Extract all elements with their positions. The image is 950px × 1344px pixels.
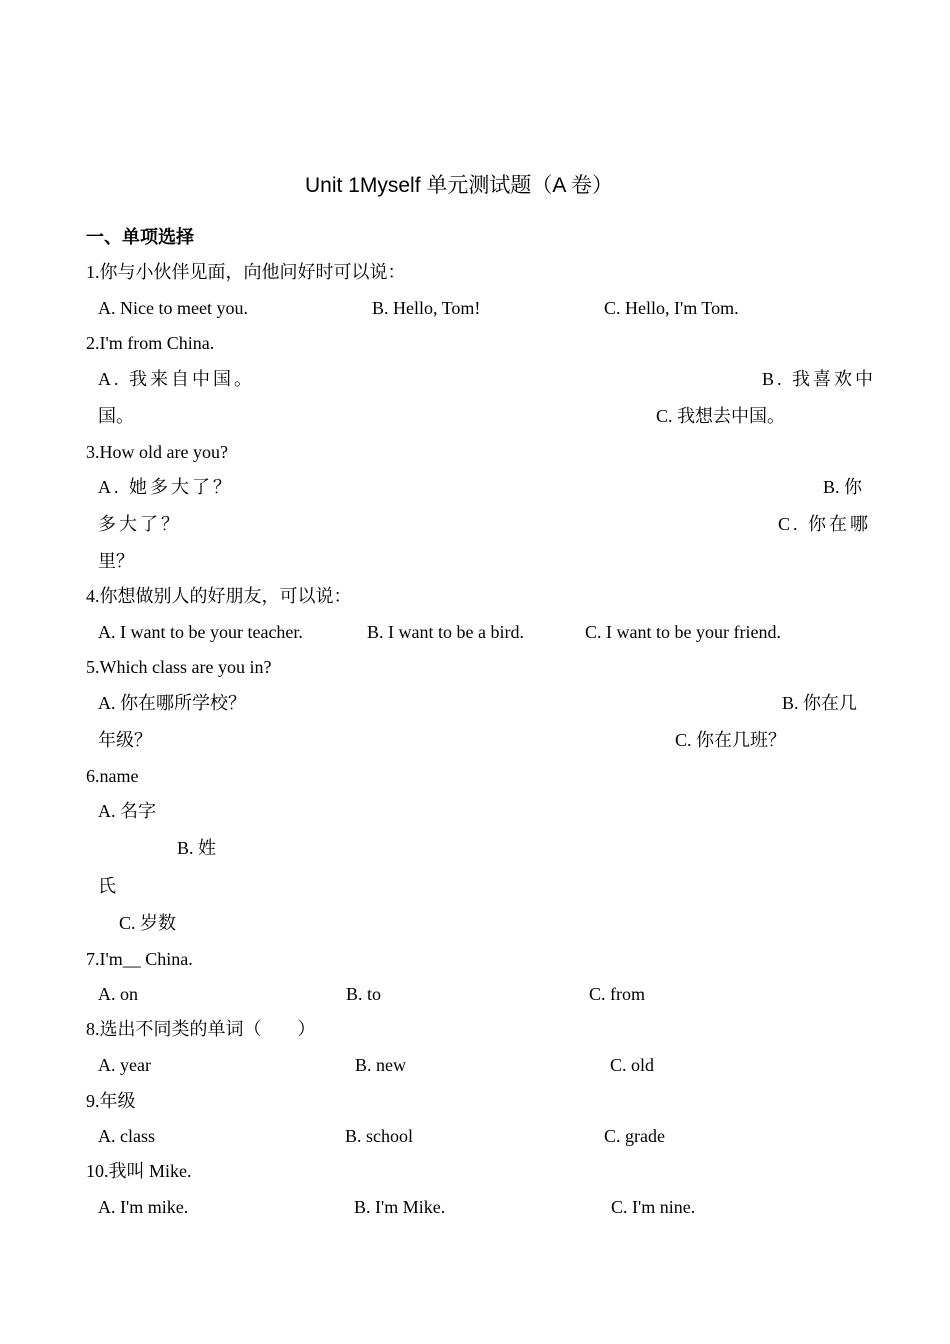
q6-option-b-cont: 氏: [98, 876, 116, 896]
q10-option-b: B. I'm Mike.: [354, 1197, 446, 1217]
q7-option-b: B. to: [346, 984, 382, 1004]
question-6: 6.name: [86, 766, 139, 786]
question-9: 9.年级: [86, 1091, 136, 1111]
q5-option-a: A. 你在哪所学校？: [98, 693, 246, 713]
q4-option-a: A. I want to be your teacher.: [98, 622, 303, 642]
q4-option-c: C. I want to be your friend.: [585, 622, 781, 642]
q4-option-b: B. I want to be a bird.: [367, 622, 524, 642]
q3-option-a: A. 她多大了？: [98, 477, 234, 497]
question-1: 1.你与小伙伴见面，向他问好时可以说：: [86, 262, 406, 282]
question-8: 8.选出不同类的单词（ ）: [86, 1019, 316, 1039]
q9-option-a: A. class: [98, 1126, 155, 1146]
q6-option-c: C. 岁数: [119, 913, 177, 933]
q10-option-c: C. I'm nine.: [611, 1197, 696, 1217]
q8-option-b: B. new: [355, 1055, 406, 1075]
question-10: 10.我叫 Mike.: [86, 1161, 192, 1181]
q6-option-b: B. 姓: [177, 838, 217, 858]
q2-option-a: A. 我来自中国。: [98, 369, 255, 389]
q9-option-c: C. grade: [604, 1126, 665, 1146]
q1-option-a: A. Nice to meet you.: [98, 298, 248, 318]
q1-option-b: B. Hello, Tom!: [372, 298, 481, 318]
q3-option-c-cont: 里？: [98, 551, 134, 571]
q7-option-a: A. on: [98, 984, 138, 1004]
page-title: Unit 1Myself 单元测试题（A 卷）: [305, 174, 614, 197]
q2-option-c: C. 我想去中国。: [656, 406, 786, 426]
q6-option-a: A. 名字: [98, 801, 156, 821]
q1-option-c: C. Hello, I'm Tom.: [604, 298, 739, 318]
question-3: 3.How old are you?: [86, 442, 228, 462]
q3-option-c: C. 你在哪: [778, 514, 872, 534]
q8-option-c: C. old: [610, 1055, 655, 1075]
q3-option-b-cont: 多大了？: [98, 514, 182, 534]
q2-option-b-cont: 国。: [98, 406, 134, 426]
q3-option-b: B. 你: [823, 477, 863, 497]
q5-option-b-cont: 年级？: [98, 730, 152, 750]
q7-option-c: C. from: [589, 984, 645, 1004]
q10-option-a: A. I'm mike.: [98, 1197, 189, 1217]
section-heading: 一、单项选择: [86, 227, 194, 247]
question-5: 5.Which class are you in?: [86, 657, 272, 677]
question-7: 7.I'm__ China.: [86, 949, 193, 969]
q9-option-b: B. school: [345, 1126, 414, 1146]
q8-option-a: A. year: [98, 1055, 151, 1075]
q2-option-b: B. 我喜欢中: [762, 369, 877, 389]
question-4: 4.你想做别人的好朋友，可以说：: [86, 586, 352, 606]
q5-option-c: C. 你在几班？: [675, 730, 787, 750]
q5-option-b: B. 你在几: [782, 693, 858, 713]
question-2: 2.I'm from China.: [86, 333, 215, 353]
